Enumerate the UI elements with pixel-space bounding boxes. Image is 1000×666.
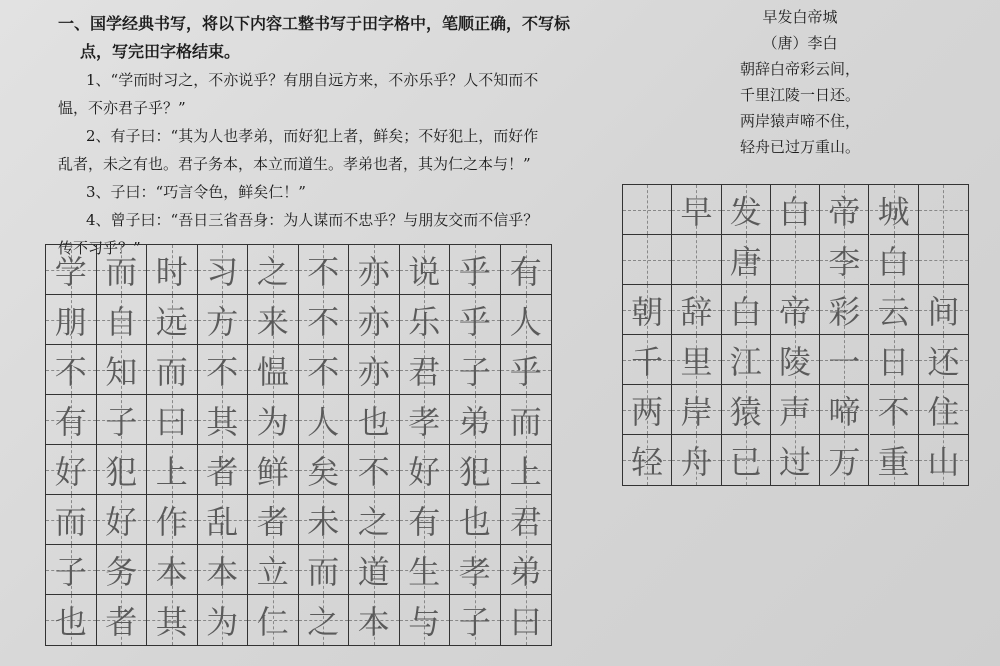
handwritten-char: 帝 bbox=[828, 192, 861, 231]
grid-cell bbox=[147, 295, 198, 345]
grid-cell bbox=[501, 595, 552, 645]
handwritten-char: 矣 bbox=[307, 452, 340, 491]
grid-cell bbox=[248, 245, 299, 295]
handwritten-char: 一 bbox=[828, 342, 861, 381]
handwritten-char: 时 bbox=[155, 252, 188, 291]
handwritten-char: 仁 bbox=[256, 603, 289, 641]
grid-cell bbox=[672, 335, 721, 385]
handwritten-char: 云 bbox=[877, 292, 910, 331]
grid-cell bbox=[198, 495, 249, 545]
handwritten-char: 子 bbox=[54, 552, 87, 591]
grid-cell bbox=[198, 295, 249, 345]
heading-line-1: 一、国学经典书写，将以下内容工整书写于田字格中，笔顺正确，不写标 bbox=[58, 14, 571, 33]
question-1 bbox=[58, 66, 578, 94]
handwritten-char: 说 bbox=[408, 252, 441, 291]
handwritten-char: 立 bbox=[256, 552, 289, 591]
grid-cell bbox=[46, 245, 97, 295]
handwritten-char: 子 bbox=[458, 603, 491, 641]
handwritten-char: 自 bbox=[105, 302, 138, 341]
handwritten-char: 万 bbox=[828, 443, 861, 481]
grid-cell bbox=[820, 185, 869, 235]
handwritten-char: 与 bbox=[408, 603, 441, 641]
grid-cell bbox=[400, 495, 451, 545]
question-2-line-1: 2、有子曰：“其为人也孝弟，而好犯上者，鲜矣；不好犯上，而好作 bbox=[86, 127, 539, 145]
grid-cell bbox=[722, 435, 771, 485]
grid-cell bbox=[501, 245, 552, 295]
grid-cell bbox=[147, 345, 198, 395]
handwritten-char bbox=[623, 235, 671, 284]
handwritten-char bbox=[771, 235, 819, 284]
handwritten-char: 过 bbox=[779, 443, 812, 481]
handwritten-char: 辞 bbox=[680, 292, 713, 331]
grid-cell bbox=[870, 335, 919, 385]
grid-cell bbox=[672, 385, 721, 435]
grid-cell bbox=[147, 495, 198, 545]
heading-line-2: 点，写完田字格结束。 bbox=[80, 42, 241, 61]
grid-cell bbox=[771, 235, 820, 285]
handwritten-char: 舟 bbox=[680, 443, 713, 481]
handwritten-char: 轻 bbox=[631, 443, 664, 481]
grid-cell bbox=[672, 185, 721, 235]
handwritten-char: 有 bbox=[54, 402, 87, 441]
grid-cell bbox=[198, 595, 249, 645]
handwritten-char: 也 bbox=[54, 603, 87, 641]
grid-cell bbox=[672, 235, 721, 285]
grid-cell bbox=[46, 545, 97, 595]
grid-cell bbox=[46, 595, 97, 645]
grid-cell bbox=[771, 285, 820, 335]
grid-cell bbox=[623, 285, 672, 335]
grid-cell bbox=[450, 345, 501, 395]
handwritten-char: 乱 bbox=[206, 502, 239, 541]
grid-cell bbox=[46, 395, 97, 445]
handwritten-char: 孝 bbox=[408, 402, 441, 441]
poem-line: 朝辞白帝彩云间， bbox=[739, 60, 860, 78]
handwritten-char bbox=[672, 235, 720, 284]
grid-cell bbox=[820, 435, 869, 485]
grid-cell bbox=[248, 495, 299, 545]
handwritten-char: 岸 bbox=[680, 392, 713, 431]
handwritten-char: 李 bbox=[828, 242, 861, 281]
handwritten-char: 不 bbox=[307, 352, 340, 391]
poem-line: 轻舟已过万重山。 bbox=[739, 138, 860, 156]
grid-cell bbox=[46, 295, 97, 345]
handwritten-char: 人 bbox=[509, 302, 542, 341]
handwritten-char bbox=[919, 235, 968, 284]
handwritten-char: 好 bbox=[408, 452, 441, 491]
handwritten-char: 彩 bbox=[828, 292, 861, 331]
grid-cell bbox=[771, 385, 820, 435]
poem-author: （唐）李白 bbox=[762, 34, 838, 52]
grid-cell bbox=[919, 285, 968, 335]
grid-cell bbox=[299, 595, 350, 645]
handwritten-char: 曰 bbox=[155, 402, 188, 441]
handwritten-char: 亦 bbox=[357, 352, 390, 391]
grid-cell bbox=[97, 395, 148, 445]
handwritten-char: 生 bbox=[408, 552, 441, 591]
handwritten-char: 朋 bbox=[54, 302, 87, 341]
handwritten-char: 学 bbox=[54, 252, 87, 291]
grid-cell bbox=[450, 495, 501, 545]
grid-cell bbox=[400, 395, 451, 445]
handwritten-char: 白 bbox=[779, 192, 812, 231]
handwritten-char: 重 bbox=[877, 443, 910, 481]
grid-cell bbox=[870, 435, 919, 485]
question-3: 3、子曰：“巧言令色，鲜矣仁！” bbox=[86, 183, 306, 201]
grid-cell bbox=[400, 345, 451, 395]
handwritten-char: 住 bbox=[927, 392, 960, 431]
grid-cell bbox=[623, 385, 672, 435]
grid-cell bbox=[672, 285, 721, 335]
grid-cell bbox=[722, 335, 771, 385]
handwritten-char: 犯 bbox=[105, 452, 138, 491]
grid-cell bbox=[248, 595, 299, 645]
grid-cell bbox=[248, 445, 299, 495]
handwritten-char: 务 bbox=[105, 552, 138, 591]
handwritten-char: 来 bbox=[256, 302, 289, 341]
grid-cell bbox=[349, 445, 400, 495]
handwritten-char: 道 bbox=[357, 552, 390, 591]
handwritten-char: 孝 bbox=[458, 552, 491, 591]
grid-cell bbox=[623, 335, 672, 385]
grid-cell bbox=[299, 395, 350, 445]
handwritten-char: 上 bbox=[155, 452, 188, 491]
grid-cell bbox=[400, 245, 451, 295]
grid-cell bbox=[400, 295, 451, 345]
grid-cell bbox=[248, 545, 299, 595]
handwritten-char: 知 bbox=[105, 352, 138, 391]
handwritten-char: 为 bbox=[206, 603, 239, 641]
handwritten-char: 本 bbox=[206, 552, 239, 591]
grid-cell bbox=[501, 495, 552, 545]
question-4-cont: 传不习乎？” bbox=[58, 239, 141, 257]
grid-cell bbox=[46, 345, 97, 395]
grid-cell bbox=[623, 235, 672, 285]
handwritten-char: 乎 bbox=[458, 302, 491, 341]
grid-cell bbox=[299, 445, 350, 495]
poem-line: 两岸猿声啼不住， bbox=[739, 112, 860, 130]
handwritten-char: 习 bbox=[206, 252, 239, 291]
grid-cell bbox=[147, 245, 198, 295]
grid-cell bbox=[299, 545, 350, 595]
grid-cell bbox=[722, 385, 771, 435]
grid-cell bbox=[97, 295, 148, 345]
grid-cell bbox=[349, 245, 400, 295]
grid-cell bbox=[349, 295, 400, 345]
grid-cell bbox=[97, 545, 148, 595]
grid-cell bbox=[450, 245, 501, 295]
grid-cell bbox=[46, 495, 97, 545]
handwritten-char: 弟 bbox=[509, 552, 542, 591]
question-4 bbox=[58, 206, 578, 234]
handwritten-char: 帝 bbox=[779, 292, 812, 331]
handwritten-char: 乐 bbox=[408, 302, 441, 341]
grid-cell bbox=[400, 595, 451, 645]
handwritten-char: 江 bbox=[729, 342, 762, 381]
handwritten-char: 人 bbox=[307, 402, 340, 441]
grid-cell bbox=[820, 385, 869, 435]
handwritten-char: 不 bbox=[307, 252, 340, 291]
grid-cell bbox=[771, 335, 820, 385]
grid-cell bbox=[919, 235, 968, 285]
handwritten-char: 而 bbox=[155, 352, 188, 391]
handwritten-char: 朝 bbox=[631, 292, 664, 331]
handwritten-char: 好 bbox=[54, 452, 87, 491]
handwritten-char: 者 bbox=[206, 452, 239, 491]
grid-cell bbox=[349, 495, 400, 545]
poem-line: 千里江陵一日还。 bbox=[739, 86, 860, 104]
grid-cell bbox=[870, 235, 919, 285]
handwritten-char: 早 bbox=[680, 192, 713, 231]
grid-cell bbox=[870, 385, 919, 435]
grid-cell bbox=[919, 435, 968, 485]
handwritten-char: 子 bbox=[105, 402, 138, 441]
handwritten-char: 而 bbox=[105, 252, 138, 291]
handwritten-char: 不 bbox=[307, 302, 340, 341]
handwritten-char: 之 bbox=[307, 603, 340, 641]
handwritten-char: 山 bbox=[927, 443, 960, 481]
grid-cell bbox=[450, 545, 501, 595]
grid-cell bbox=[623, 185, 672, 235]
handwritten-char: 千 bbox=[631, 342, 664, 381]
grid-cell bbox=[870, 285, 919, 335]
handwritten-char: 其 bbox=[155, 603, 188, 641]
handwritten-char: 之 bbox=[256, 252, 289, 291]
grid-cell bbox=[501, 295, 552, 345]
grid-cell bbox=[147, 595, 198, 645]
handwritten-char: 而 bbox=[509, 402, 542, 441]
grid-cell bbox=[400, 545, 451, 595]
handwritten-char: 间 bbox=[927, 292, 960, 331]
handwritten-char: 白 bbox=[729, 292, 762, 331]
question-2 bbox=[58, 122, 578, 150]
handwritten-char: 本 bbox=[357, 603, 390, 641]
handwritten-char: 不 bbox=[877, 392, 910, 431]
grid-cell bbox=[97, 595, 148, 645]
grid-cell bbox=[248, 295, 299, 345]
handwritten-char: 为 bbox=[256, 402, 289, 441]
grid-cell bbox=[299, 495, 350, 545]
handwritten-char: 而 bbox=[307, 552, 340, 591]
handwritten-char: 两 bbox=[631, 392, 664, 431]
left-tianzige-grid bbox=[45, 244, 552, 646]
handwritten-char: 唐 bbox=[729, 242, 762, 281]
grid-cell bbox=[299, 295, 350, 345]
grid-cell bbox=[147, 395, 198, 445]
grid-cell bbox=[450, 595, 501, 645]
grid-cell bbox=[722, 235, 771, 285]
handwritten-char: 子 bbox=[458, 352, 491, 391]
handwritten-char: 有 bbox=[509, 252, 542, 291]
handwritten-char: 愠 bbox=[256, 352, 289, 391]
handwritten-char: 不 bbox=[206, 352, 239, 391]
grid-cell bbox=[97, 445, 148, 495]
handwritten-char: 城 bbox=[877, 192, 910, 231]
grid-cell bbox=[349, 595, 400, 645]
grid-cell bbox=[46, 445, 97, 495]
poem bbox=[700, 4, 900, 160]
grid-cell bbox=[147, 445, 198, 495]
handwritten-char: 里 bbox=[680, 342, 713, 381]
grid-cell bbox=[771, 435, 820, 485]
handwritten-char: 者 bbox=[105, 603, 138, 641]
handwritten-char: 曰 bbox=[509, 603, 542, 641]
question-4-line-1: 4、曾子曰：“吾日三省吾身：为人谋而不忠乎？与朋友交而不信乎？ bbox=[86, 211, 539, 229]
handwritten-char: 不 bbox=[357, 452, 390, 491]
grid-cell bbox=[198, 345, 249, 395]
handwritten-char: 有 bbox=[408, 502, 441, 541]
grid-cell bbox=[97, 345, 148, 395]
grid-cell bbox=[299, 345, 350, 395]
poem-title: 早发白帝城 bbox=[762, 8, 838, 26]
grid-cell bbox=[198, 245, 249, 295]
grid-cell bbox=[820, 335, 869, 385]
question-1-line-1: 1、“学而时习之，不亦说乎？有朋自远方来，不亦乐乎？人不知而不 bbox=[86, 71, 539, 89]
grid-cell bbox=[198, 545, 249, 595]
grid-cell bbox=[349, 395, 400, 445]
handwritten-char: 已 bbox=[729, 443, 762, 481]
grid-cell bbox=[248, 345, 299, 395]
handwritten-char: 而 bbox=[54, 502, 87, 541]
grid-cell bbox=[623, 435, 672, 485]
grid-cell bbox=[919, 185, 968, 235]
handwritten-char: 也 bbox=[458, 502, 491, 541]
handwritten-char: 其 bbox=[206, 402, 239, 441]
handwritten-char: 作 bbox=[155, 502, 188, 541]
handwritten-char: 发 bbox=[729, 192, 762, 231]
grid-cell bbox=[870, 185, 919, 235]
grid-cell bbox=[248, 395, 299, 445]
handwritten-char: 远 bbox=[155, 302, 188, 341]
handwritten-char: 乎 bbox=[509, 352, 542, 391]
handwritten-char: 者 bbox=[256, 502, 289, 541]
handwritten-char: 本 bbox=[155, 552, 188, 591]
handwritten-char: 上 bbox=[509, 452, 542, 491]
handwritten-char: 犯 bbox=[458, 452, 491, 491]
handwritten-char: 君 bbox=[509, 502, 542, 541]
grid-cell bbox=[97, 245, 148, 295]
right-tianzige-grid bbox=[622, 184, 969, 486]
handwritten-char: 也 bbox=[357, 402, 390, 441]
question-1-cont: 愠，不亦君子乎？” bbox=[58, 99, 186, 117]
grid-cell bbox=[919, 335, 968, 385]
grid-cell bbox=[501, 445, 552, 495]
grid-cell bbox=[198, 395, 249, 445]
grid-cell bbox=[820, 235, 869, 285]
handwritten-char: 声 bbox=[779, 392, 812, 431]
handwritten-char: 亦 bbox=[357, 252, 390, 291]
grid-cell bbox=[501, 545, 552, 595]
handwritten-char: 白 bbox=[877, 242, 910, 281]
handwritten-char: 不 bbox=[54, 352, 87, 391]
instructions bbox=[58, 10, 578, 262]
handwritten-char: 陵 bbox=[779, 342, 812, 381]
grid-cell bbox=[771, 185, 820, 235]
grid-cell bbox=[722, 185, 771, 235]
instruction-heading bbox=[58, 10, 578, 66]
grid-cell bbox=[672, 435, 721, 485]
handwritten-char bbox=[623, 185, 671, 234]
handwritten-char: 君 bbox=[408, 352, 441, 391]
grid-cell bbox=[501, 345, 552, 395]
handwritten-char: 乎 bbox=[458, 252, 491, 291]
handwritten-char: 弟 bbox=[458, 402, 491, 441]
handwritten-char: 好 bbox=[105, 502, 138, 541]
handwritten-char: 猿 bbox=[729, 392, 762, 431]
handwritten-char: 还 bbox=[927, 342, 960, 381]
handwritten-char: 亦 bbox=[357, 302, 390, 341]
handwritten-char: 未 bbox=[307, 502, 340, 541]
grid-cell bbox=[450, 445, 501, 495]
grid-cell bbox=[349, 545, 400, 595]
question-2-cont: 乱者，未之有也。君子务本，本立而道生。孝弟也者，其为仁之本与！” bbox=[58, 155, 531, 173]
grid-cell bbox=[919, 385, 968, 435]
handwritten-char: 啼 bbox=[828, 392, 861, 431]
grid-cell bbox=[820, 285, 869, 335]
grid-cell bbox=[722, 285, 771, 335]
handwritten-char: 之 bbox=[357, 502, 390, 541]
grid-cell bbox=[97, 495, 148, 545]
handwritten-char: 日 bbox=[877, 342, 910, 381]
grid-cell bbox=[501, 395, 552, 445]
grid-cell bbox=[299, 245, 350, 295]
handwritten-char: 方 bbox=[206, 302, 239, 341]
grid-cell bbox=[349, 345, 400, 395]
grid-cell bbox=[198, 445, 249, 495]
grid-cell bbox=[400, 445, 451, 495]
grid-cell bbox=[450, 295, 501, 345]
handwritten-char: 鲜 bbox=[256, 452, 289, 491]
grid-cell bbox=[147, 545, 198, 595]
grid-cell bbox=[450, 395, 501, 445]
handwritten-char bbox=[919, 185, 968, 234]
